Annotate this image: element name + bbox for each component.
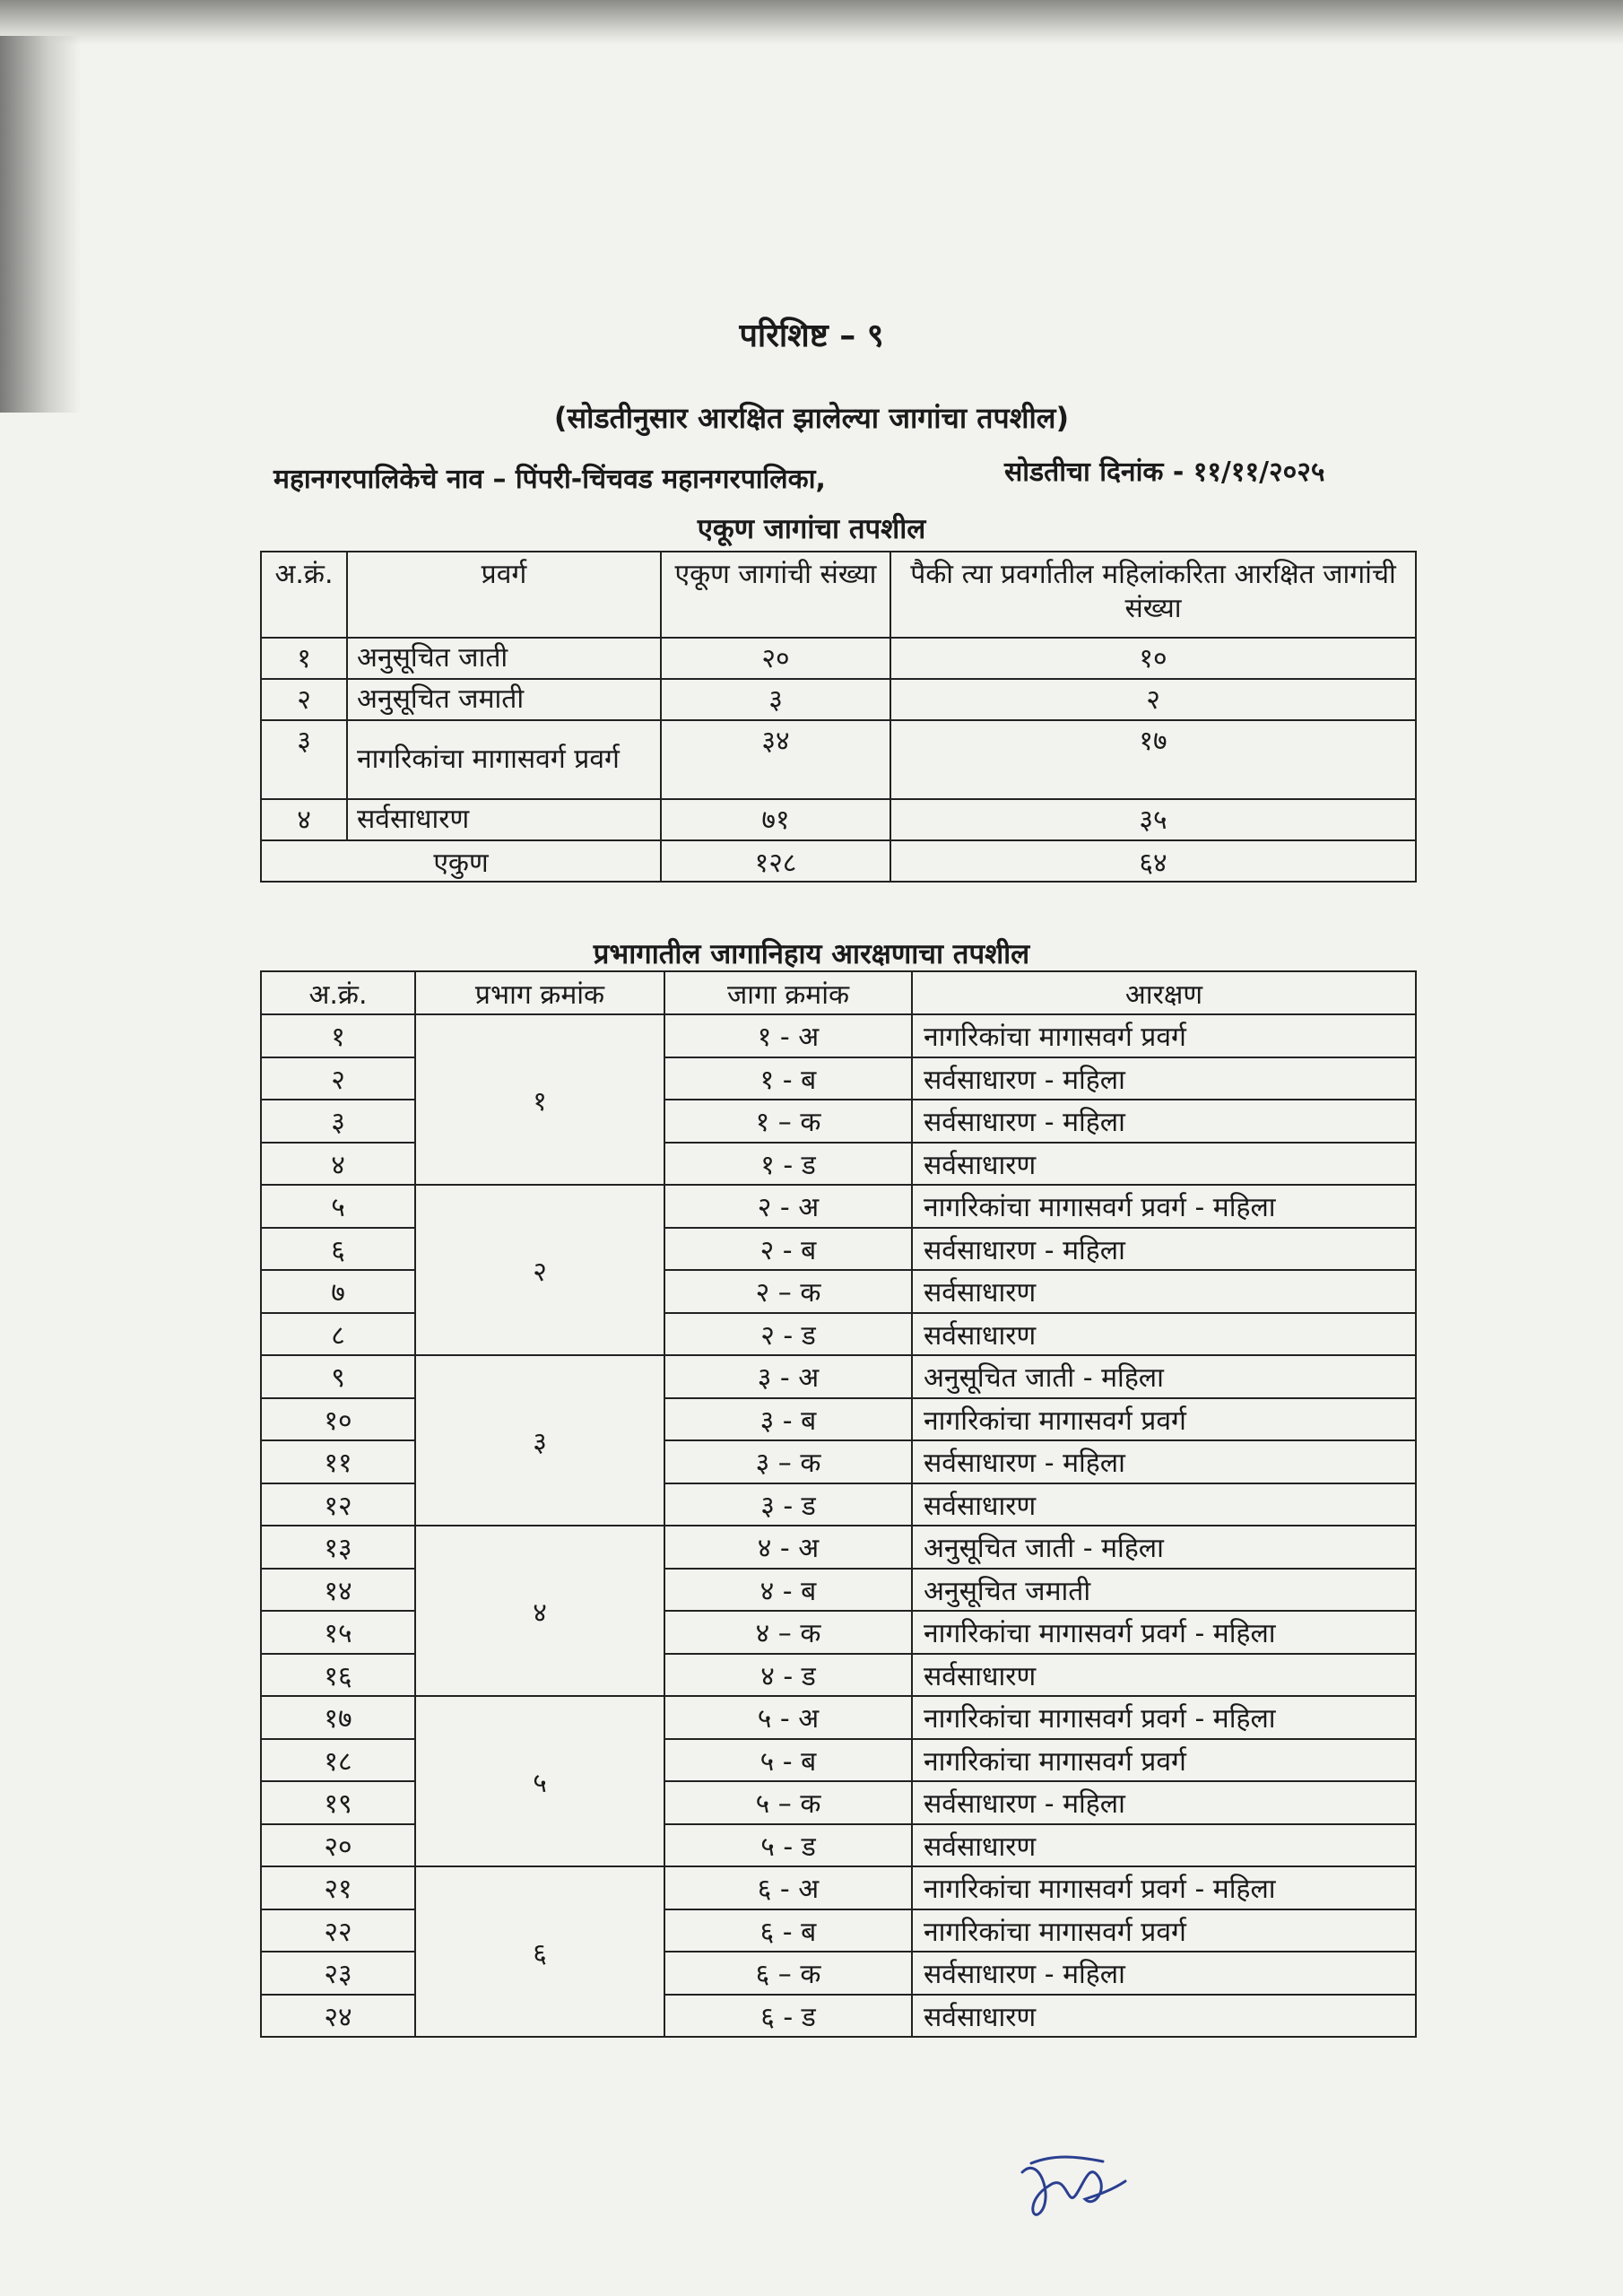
row-category: अनुसूचित जमाती (347, 679, 661, 720)
seat-number: ५ - ड (664, 1824, 912, 1867)
table-row (261, 1526, 1416, 1569)
seat-number: ४ – क (664, 1611, 912, 1654)
table-row (261, 1355, 1416, 1398)
reservation-type: नागरिकांचा मागासवर्ग प्रवर्ग (912, 1739, 1416, 1782)
row-serial: १४ (261, 1569, 415, 1612)
ward-number: ३ (415, 1355, 664, 1526)
seat-number: १ - ब (664, 1057, 912, 1100)
row-serial: १० (261, 1398, 415, 1441)
header-ward-number: प्रभाग क्रमांक (415, 971, 664, 1014)
table-row (261, 638, 1416, 679)
page-subtitle: (सोडतीनुसार आरक्षित झालेल्या जागांचा तपशील) (553, 401, 1070, 435)
row-total-seats: २० (661, 638, 890, 679)
seat-number: ५ – क (664, 1781, 912, 1824)
row-serial: ३ (261, 720, 347, 799)
reservation-type: सर्वसाधारण (912, 1654, 1416, 1697)
scan-shadow-top (0, 0, 1623, 45)
ward-header-row (261, 971, 1416, 1014)
reservation-type: सर्वसाधारण (912, 1143, 1416, 1186)
reservation-type: नागरिकांचा मागासवर्ग प्रवर्ग - महिला (912, 1696, 1416, 1739)
total-row (261, 840, 1416, 882)
row-category: सर्वसाधारण (347, 799, 661, 840)
table-row (261, 720, 1416, 799)
seat-number: ३ - ब (664, 1398, 912, 1441)
row-serial: १८ (261, 1739, 415, 1782)
reservation-type: अनुसूचित जाती - महिला (912, 1355, 1416, 1398)
reservation-type: नागरिकांचा मागासवर्ग प्रवर्ग - महिला (912, 1185, 1416, 1228)
draw-date: सोडतीचा दिनांक - ११/११/२०२५ (1004, 457, 1325, 488)
seat-number: ६ - अ (664, 1866, 912, 1909)
row-serial: १२ (261, 1483, 415, 1526)
row-serial: २० (261, 1824, 415, 1867)
row-serial: २ (261, 679, 347, 720)
table-row (261, 1014, 1416, 1057)
row-total-seats: ३ (661, 679, 890, 720)
table-row (261, 799, 1416, 840)
seat-number: २ - ब (664, 1228, 912, 1271)
row-serial: ४ (261, 799, 347, 840)
corporation-name: महानगरपालिकेचे नाव – पिंपरी-चिंचवड महानगरपालिका, (273, 464, 826, 495)
reservation-type: सर्वसाधारण - महिला (912, 1057, 1416, 1100)
row-serial: १३ (261, 1526, 415, 1569)
ward-number: ४ (415, 1526, 664, 1696)
ward-number: १ (415, 1014, 664, 1185)
seat-number: ५ - ब (664, 1739, 912, 1782)
row-serial: १५ (261, 1611, 415, 1654)
ward-number: २ (415, 1185, 664, 1355)
table-row (261, 679, 1416, 720)
header-serial: अ.क्रं. (261, 971, 415, 1014)
seat-number: १ - अ (664, 1014, 912, 1057)
header-total-seats: एकूण जागांची संख्या (661, 552, 890, 638)
total-seats-sum: १२८ (661, 840, 890, 882)
reservation-type: सर्वसाधारण - महिला (912, 1952, 1416, 1995)
reservation-type: सर्वसाधारण - महिला (912, 1781, 1416, 1824)
summary-table (260, 551, 1417, 883)
row-serial: १९ (261, 1781, 415, 1824)
row-serial: ७ (261, 1270, 415, 1313)
reservation-type: सर्वसाधारण (912, 1270, 1416, 1313)
seat-number: ३ - ड (664, 1483, 912, 1526)
row-women-seats: १७ (890, 720, 1416, 799)
row-serial: २३ (261, 1952, 415, 1995)
row-serial: ९ (261, 1355, 415, 1398)
seat-number: १ – क (664, 1100, 912, 1143)
row-category: नागरिकांचा मागासवर्ग प्रवर्ग (347, 720, 661, 799)
reservation-type: अनुसूचित जमाती (912, 1569, 1416, 1612)
seat-number: ४ - अ (664, 1526, 912, 1569)
seat-number: ३ – क (664, 1440, 912, 1483)
reservation-type: अनुसूचित जाती - महिला (912, 1526, 1416, 1569)
row-total-seats: ७१ (661, 799, 890, 840)
summary-header-row (261, 552, 1416, 638)
row-serial: ४ (261, 1143, 415, 1186)
table-row (261, 1866, 1416, 1909)
reservation-type: सर्वसाधारण (912, 1483, 1416, 1526)
reservation-type: सर्वसाधारण - महिला (912, 1228, 1416, 1271)
header-seat-number: जागा क्रमांक (664, 971, 912, 1014)
row-serial: २४ (261, 1995, 415, 2038)
page-title: परिशिष्ट – ९ (739, 317, 884, 354)
row-serial: १ (261, 1014, 415, 1057)
row-serial: २२ (261, 1909, 415, 1952)
row-serial: २१ (261, 1866, 415, 1909)
seat-number: ४ - ब (664, 1569, 912, 1612)
reservation-type: नागरिकांचा मागासवर्ग प्रवर्ग (912, 1398, 1416, 1441)
seat-number: २ - अ (664, 1185, 912, 1228)
row-serial: ५ (261, 1185, 415, 1228)
reservation-type: नागरिकांचा मागासवर्ग प्रवर्ग (912, 1909, 1416, 1952)
row-women-seats: १० (890, 638, 1416, 679)
seat-number: ६ – क (664, 1952, 912, 1995)
ward-table-caption: प्रभागातील जागानिहाय आरक्षणाचा तपशील (593, 938, 1030, 970)
total-women-sum: ६४ (890, 840, 1416, 882)
header-serial: अ.क्रं. (261, 552, 347, 638)
row-serial: १६ (261, 1654, 415, 1697)
seat-number: ६ - ड (664, 1995, 912, 2038)
seat-number: १ - ड (664, 1143, 912, 1186)
table-row (261, 1185, 1416, 1228)
row-serial: ३ (261, 1100, 415, 1143)
row-serial: १ (261, 638, 347, 679)
reservation-type: सर्वसाधारण (912, 1313, 1416, 1356)
row-serial: ११ (261, 1440, 415, 1483)
seat-number: ३ - अ (664, 1355, 912, 1398)
total-label: एकुण (261, 840, 661, 882)
seat-number: ६ - ब (664, 1909, 912, 1952)
seat-number: ४ - ड (664, 1654, 912, 1697)
reservation-type: नागरिकांचा मागासवर्ग प्रवर्ग - महिला (912, 1611, 1416, 1654)
reservation-type: सर्वसाधारण - महिला (912, 1100, 1416, 1143)
scan-shadow-left (0, 36, 81, 413)
reservation-type: नागरिकांचा मागासवर्ग प्रवर्ग - महिला (912, 1866, 1416, 1909)
seat-number: २ – क (664, 1270, 912, 1313)
ward-number: ६ (415, 1866, 664, 2037)
row-women-seats: ३५ (890, 799, 1416, 840)
signature-scribble (1013, 2145, 1139, 2226)
header-women-seats: पैकी त्या प्रवर्गातील महिलांकरिता आरक्षित जागांची संख्या (890, 552, 1416, 638)
seat-number: ५ - अ (664, 1696, 912, 1739)
header-category: प्रवर्ग (347, 552, 661, 638)
seat-number: २ - ड (664, 1313, 912, 1356)
reservation-type: नागरिकांचा मागासवर्ग प्रवर्ग (912, 1014, 1416, 1057)
reservation-type: सर्वसाधारण (912, 1995, 1416, 2038)
row-serial: १७ (261, 1696, 415, 1739)
row-category: अनुसूचित जाती (347, 638, 661, 679)
row-women-seats: २ (890, 679, 1416, 720)
reservation-type: सर्वसाधारण (912, 1824, 1416, 1867)
header-reservation: आरक्षण (912, 971, 1416, 1014)
reservation-type: सर्वसाधारण - महिला (912, 1440, 1416, 1483)
row-serial: ८ (261, 1313, 415, 1356)
row-total-seats: ३४ (661, 720, 890, 799)
summary-table-caption: एकूण जागांचा तपशील (697, 513, 926, 545)
ward-number: ५ (415, 1696, 664, 1866)
row-serial: २ (261, 1057, 415, 1100)
row-serial: ६ (261, 1228, 415, 1271)
ward-table (260, 970, 1417, 2038)
table-row (261, 1696, 1416, 1739)
